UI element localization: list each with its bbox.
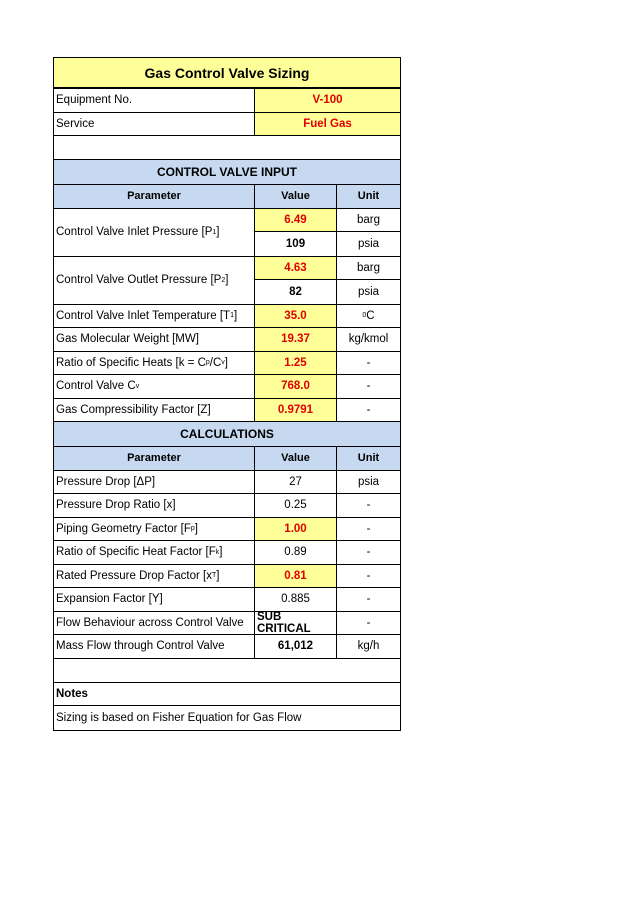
cv-unit: - [366, 380, 371, 393]
outlet-pressure-psia-unit: psia [357, 285, 380, 298]
calc-section-title: CALCULATIONS [54, 422, 400, 446]
fp-unit: - [366, 522, 371, 535]
inlet-pressure-label: Control Valve Inlet Pressure [P 1 ] [54, 209, 255, 256]
calc-col-header-value: Value [255, 447, 337, 470]
xt-unit: - [366, 569, 371, 582]
x-label: Pressure Drop Ratio [x] [54, 494, 255, 517]
equipment-value[interactable]: V-100 [255, 89, 400, 112]
spacer-row-2 [54, 659, 400, 682]
fp-label: Piping Geometry Factor [F p ] [54, 518, 255, 541]
mass-label: Mass Flow through Control Valve [54, 635, 255, 658]
cv-value[interactable]: 768.0 [255, 375, 337, 398]
k-label: Ratio of Specific Heats [k = C p /C v ] [54, 352, 255, 375]
flow-label: Flow Behaviour across Control Valve [54, 612, 255, 635]
k-value[interactable]: 1.25 [255, 352, 337, 375]
x-unit: - [366, 499, 371, 512]
inlet-pressure-psia-value: 109 [255, 232, 337, 256]
outlet-pressure-label: Control Valve Outlet Pressure [P 2 ] [54, 257, 255, 304]
cv-label: Control Valve C v [54, 375, 255, 398]
fk-label: Ratio of Specific Heat Factor [F k ] [54, 541, 255, 564]
dp-unit: psia [357, 475, 380, 488]
service-value[interactable]: Fuel Gas [255, 113, 400, 136]
outlet-pressure-psia-value: 82 [255, 280, 337, 304]
fk-value: 0.89 [255, 541, 337, 564]
flow-unit: - [366, 616, 371, 629]
xt-value[interactable]: 0.81 [255, 565, 337, 588]
calc-col-header-parameter: Parameter [54, 447, 255, 470]
z-value[interactable]: 0.9791 [255, 399, 337, 422]
dp-value: 27 [255, 471, 337, 494]
xt-label: Rated Pressure Drop Factor [x T ] [54, 565, 255, 588]
col-header-value: Value [255, 185, 337, 208]
y-unit: - [366, 593, 371, 606]
outlet-pressure-barg-value[interactable]: 4.63 [255, 257, 337, 280]
mass-unit: kg/h [357, 640, 380, 653]
spacer-row [54, 136, 400, 159]
calc-col-header-unit: Unit [337, 447, 400, 470]
dp-label: Pressure Drop [ΔP] [54, 471, 255, 494]
inlet-temp-label: Control Valve Inlet Temperature [T 1 ] [54, 305, 255, 328]
mw-value[interactable]: 19.37 [255, 328, 337, 351]
mw-label: Gas Molecular Weight [MW] [54, 328, 255, 351]
notes-title: Notes [56, 687, 88, 700]
inlet-temp-value[interactable]: 35.0 [255, 305, 337, 328]
inlet-pressure-barg-unit: barg [356, 213, 381, 226]
mw-unit: kg/kmol [348, 333, 389, 346]
col-header-unit: Unit [337, 185, 400, 208]
inlet-pressure-psia-unit: psia [357, 237, 380, 250]
sheet-title: Gas Control Valve Sizing [54, 58, 400, 88]
k-unit: - [366, 356, 371, 369]
fp-value[interactable]: 1.00 [255, 518, 337, 541]
mass-value: 61,012 [255, 635, 337, 658]
z-unit: - [366, 403, 371, 416]
z-label: Gas Compressibility Factor [Z] [54, 399, 255, 422]
y-label: Expansion Factor [Y] [54, 588, 255, 611]
outlet-pressure-barg-unit: barg [356, 261, 381, 274]
fk-unit: - [366, 546, 371, 559]
equipment-label: Equipment No. [54, 89, 255, 112]
inlet-temp-unit: 0 C [362, 309, 375, 322]
inlet-pressure-barg-value[interactable]: 6.49 [255, 209, 337, 232]
col-header-parameter: Parameter [54, 185, 255, 208]
input-section-title: CONTROL VALVE INPUT [54, 160, 400, 184]
notes-text: Sizing is based on Fisher Equation for Gas Flow [56, 711, 302, 724]
y-value: 0.885 [255, 588, 337, 611]
valve-sizing-sheet [53, 57, 401, 731]
x-value: 0.25 [255, 494, 337, 517]
service-label: Service [54, 113, 255, 136]
flow-value: SUB CRITICAL [255, 612, 337, 635]
